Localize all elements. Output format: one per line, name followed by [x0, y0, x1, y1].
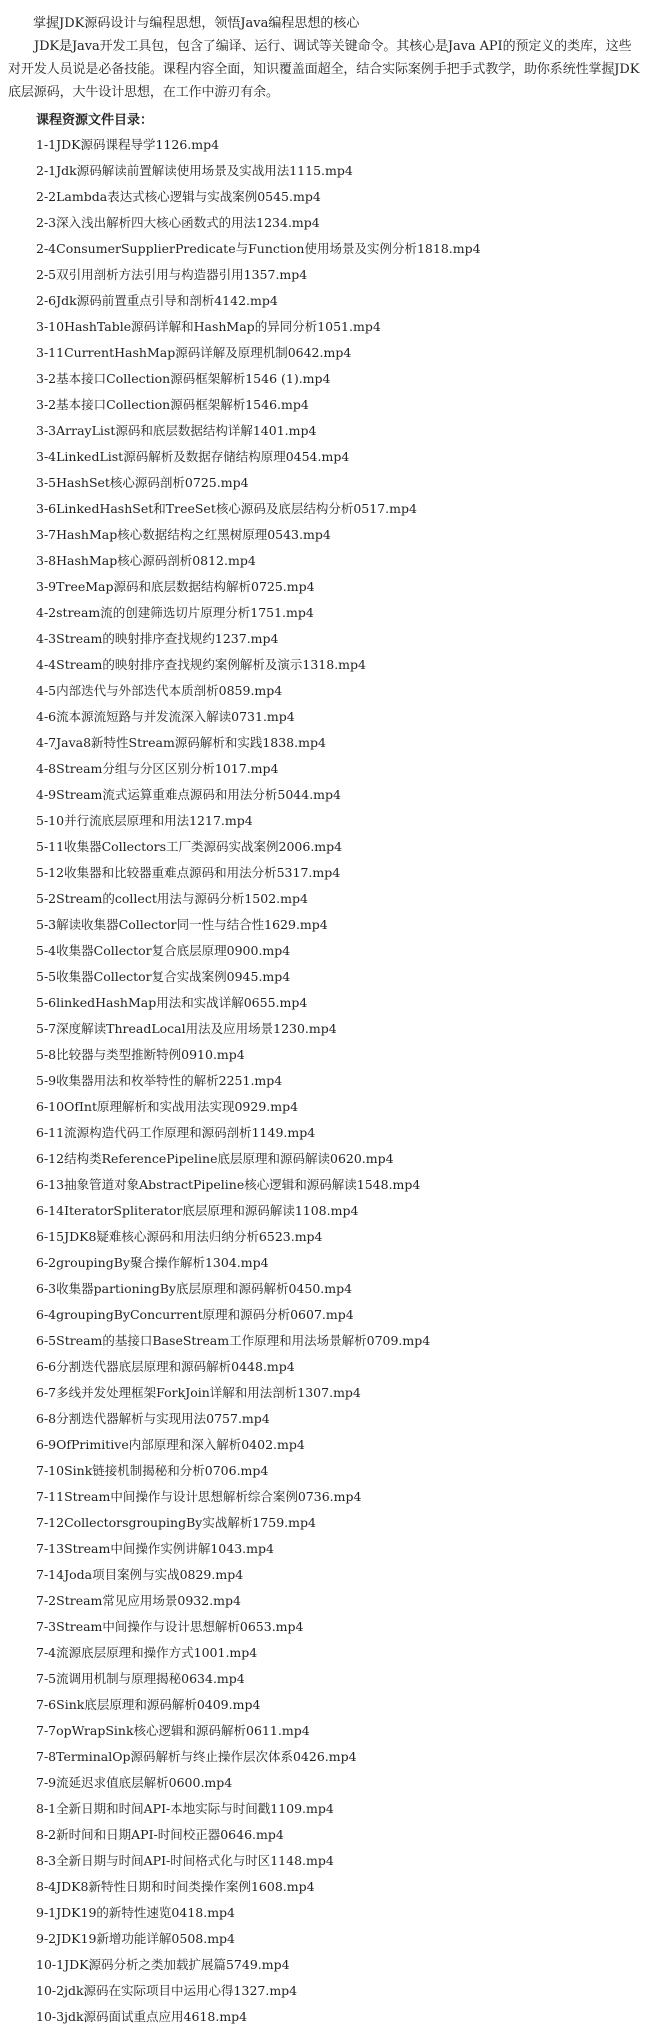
file-list-item: 6-9OfPrimitive内部原理和深入解析0402.mp4 — [36, 1437, 305, 1452]
file-list-item: 5-8比较器与类型推断特例0910.mp4 — [36, 1047, 245, 1062]
file-list-item: 3-8HashMap核心源码剖析0812.mp4 — [36, 553, 256, 568]
file-list-item: 3-11CurrentHashMap源码详解及原理机制0642.mp4 — [36, 345, 352, 360]
file-list-item: 4-7Java8新特性Stream源码解析和实践1838.mp4 — [36, 735, 326, 750]
file-list-item: 7-3Stream中间操作与设计思想解析0653.mp4 — [36, 1619, 304, 1634]
file-list-item: 5-5收集器Collector复合实战案例0945.mp4 — [36, 969, 291, 984]
file-list-item: 5-4收集器Collector复合底层原理0900.mp4 — [36, 943, 291, 958]
file-list-item: 2-2Lambda表达式核心逻辑与实战案例0545.mp4 — [36, 189, 321, 204]
file-list-item: 8-1全新日期和时间API-本地实际与时间戳1109.mp4 — [36, 1801, 334, 1816]
file-list-item: 2-1Jdk源码解读前置解读使用场景及实战用法1115.mp4 — [36, 163, 353, 178]
file-list-item: 7-10Sink链接机制揭秘和分析0706.mp4 — [36, 1463, 269, 1478]
file-list-item: 7-8TerminalOp源码解析与终止操作层次体系0426.mp4 — [36, 1749, 357, 1764]
file-list-item: 7-14Joda项目案例与实战0829.mp4 — [36, 1567, 244, 1582]
file-list-item: 6-2groupingBy聚合操作解析1304.mp4 — [36, 1255, 269, 1270]
file-list-item: 3-2基本接口Collection源码框架解析1546 (1).mp4 — [36, 371, 331, 386]
file-list-item: 8-2新时间和日期API-时间校正器0646.mp4 — [36, 1827, 284, 1842]
file-list-item: 1-1JDK源码课程导学1126.mp4 — [36, 137, 220, 152]
file-list-item: 6-3收集器partioningBy底层原理和源码解析0450.mp4 — [36, 1281, 353, 1296]
file-list-item: 10-2jdk源码在实际项目中运用心得1327.mp4 — [36, 1983, 298, 1998]
file-list-item: 8-4JDK8新特性日期和时间类操作案例1608.mp4 — [36, 1879, 315, 1894]
file-list-item: 6-12结构类ReferencePipeline底层原理和源码解读0620.mp4 — [36, 1151, 394, 1166]
file-list-item: 4-9Stream流式运算重难点源码和用法分析5044.mp4 — [36, 787, 341, 802]
intro-block — [0, 0, 650, 104]
file-list-item: 5-3解读收集器Collector同一性与结合性1629.mp4 — [36, 917, 328, 932]
file-list-item: 7-11Stream中间操作与设计思想解析综合案例0736.mp4 — [36, 1489, 362, 1504]
file-list-item: 10-1JDK源码分析之类加载扩展篇5749.mp4 — [36, 1957, 290, 1972]
file-list-item: 5-12收集器和比较器重难点源码和用法分析5317.mp4 — [36, 865, 341, 880]
file-list-item: 7-7opWrapSink核心逻辑和源码解析0611.mp4 — [36, 1723, 310, 1738]
file-list-item: 5-7深度解读ThreadLocal用法及应用场景1230.mp4 — [36, 1021, 337, 1036]
file-list-item: 6-7多线并发处理框架ForkJoin详解和用法剖析1307.mp4 — [36, 1385, 361, 1400]
file-list-item: 6-8分割迭代器解析与实现用法0757.mp4 — [36, 1411, 270, 1426]
file-list-item: 3-4LinkedList源码解析及数据存储结构原理0454.mp4 — [36, 449, 350, 464]
file-list-item: 8-3全新日期与时间API-时间格式化与时区1148.mp4 — [36, 1853, 334, 1868]
file-list-item: 5-11收集器Collectors工厂类源码实战案例2006.mp4 — [36, 839, 343, 854]
file-list-item: 6-5Stream的基接口BaseStream工作原理和用法场景解析0709.mp4 — [36, 1333, 431, 1348]
file-list-item: 7-13Stream中间操作实例讲解1043.mp4 — [36, 1541, 274, 1556]
file-list-item: 4-8Stream分组与分区区别分析1017.mp4 — [36, 761, 279, 776]
file-list — [0, 132, 650, 2030]
file-list-item: 9-1JDK19的新特性速览0418.mp4 — [36, 1905, 235, 1920]
file-list-item: 5-2Stream的collect用法与源码分析1502.mp4 — [36, 891, 308, 906]
intro-paragraph: JDK是Java开发工具包，包含了编译、运行、调试等关键命令。其核心是Java API的预定义的类库，这些对开发人员说是必备技能。课程内容全面，知识覆盖面超全，结合实际案例手把手式教学，助你系统性掌握JDK底层源码，大牛设计思想，在工作中游刃有余。 — [8, 39, 640, 100]
file-list-item: 10-3jdk源码面试重点应用4618.mp4 — [36, 2009, 248, 2024]
section-title: 课程资源文件目录： — [36, 113, 154, 128]
file-list-item: 7-6Sink底层原理和源码解析0409.mp4 — [36, 1697, 261, 1712]
file-list-item: 3-2基本接口Collection源码框架解析1546.mp4 — [36, 397, 309, 412]
file-list-item: 3-7HashMap核心数据结构之红黑树原理0543.mp4 — [36, 527, 331, 542]
file-list-item: 6-10OfInt原理解析和实战用法实现0929.mp4 — [36, 1099, 299, 1114]
file-list-item: 6-6分割迭代器底层原理和源码解析0448.mp4 — [36, 1359, 295, 1374]
file-list-item: 7-2Stream常见应用场景0932.mp4 — [36, 1593, 241, 1608]
file-list-item: 3-3ArrayList源码和底层数据结构详解1401.mp4 — [36, 423, 317, 438]
file-list-item: 6-14IteratorSpliterator底层原理和源码解读1108.mp4 — [36, 1203, 359, 1218]
file-list-item: 4-3Stream的映射排序查找规约1237.mp4 — [36, 631, 279, 646]
file-list-item: 5-10并行流底层原理和用法1217.mp4 — [36, 813, 253, 828]
file-list-item: 3-6LinkedHashSet和TreeSet核心源码及底层结构分析0517.mp4 — [36, 501, 417, 516]
file-list-item: 4-2stream流的创建筛选切片原理分析1751.mp4 — [36, 605, 314, 620]
file-list-item: 6-4groupingByConcurrent原理和源码分析0607.mp4 — [36, 1307, 354, 1322]
file-list-item: 6-11流源构造代码工作原理和源码剖析1149.mp4 — [36, 1125, 316, 1140]
file-list-item: 5-6linkedHashMap用法和实战详解0655.mp4 — [36, 995, 308, 1010]
file-list-item: 3-5HashSet核心源码剖析0725.mp4 — [36, 475, 249, 490]
file-list-item: 2-3深入浅出解析四大核心函数式的用法1234.mp4 — [36, 215, 320, 230]
file-list-item: 4-5内部迭代与外部迭代本质剖析0859.mp4 — [36, 683, 283, 698]
file-list-item: 2-5双引用剖析方法引用与构造器引用1357.mp4 — [36, 267, 308, 282]
file-list-item: 4-4Stream的映射排序查找规约案例解析及演示1318.mp4 — [36, 657, 366, 672]
file-list-item: 7-5流调用机制与原理揭秘0634.mp4 — [36, 1671, 245, 1686]
intro-title: 掌握JDK源码设计与编程思想，领悟Java编程思想的核心 — [33, 16, 360, 31]
file-list-item: 5-9收集器用法和枚举特性的解析2251.mp4 — [36, 1073, 283, 1088]
file-list-item: 3-10HashTable源码详解和HashMap的异同分析1051.mp4 — [36, 319, 381, 334]
file-list-item: 7-4流源底层原理和操作方式1001.mp4 — [36, 1645, 258, 1660]
file-list-item: 7-9流延迟求值底层解析0600.mp4 — [36, 1775, 233, 1790]
file-list-item: 9-2JDK19新增功能详解0508.mp4 — [36, 1931, 235, 1946]
file-list-item: 6-15JDK8疑难核心源码和用法归纳分析6523.mp4 — [36, 1229, 323, 1244]
file-list-item: 6-13抽象管道对象AbstractPipeline核心逻辑和源码解读1548.mp4 — [36, 1177, 421, 1192]
file-list-item: 3-9TreeMap源码和底层数据结构解析0725.mp4 — [36, 579, 315, 594]
file-list-item: 2-4ConsumerSupplierPredicate与Function使用场景及实例分析1818.mp4 — [36, 241, 481, 256]
file-list-item: 2-6Jdk源码前置重点引导和剖析4142.mp4 — [36, 293, 278, 308]
file-list-item: 4-6流本源流短路与并发流深入解读0731.mp4 — [36, 709, 295, 724]
file-list-item: 7-12CollectorsgroupingBy实战解析1759.mp4 — [36, 1515, 316, 1530]
